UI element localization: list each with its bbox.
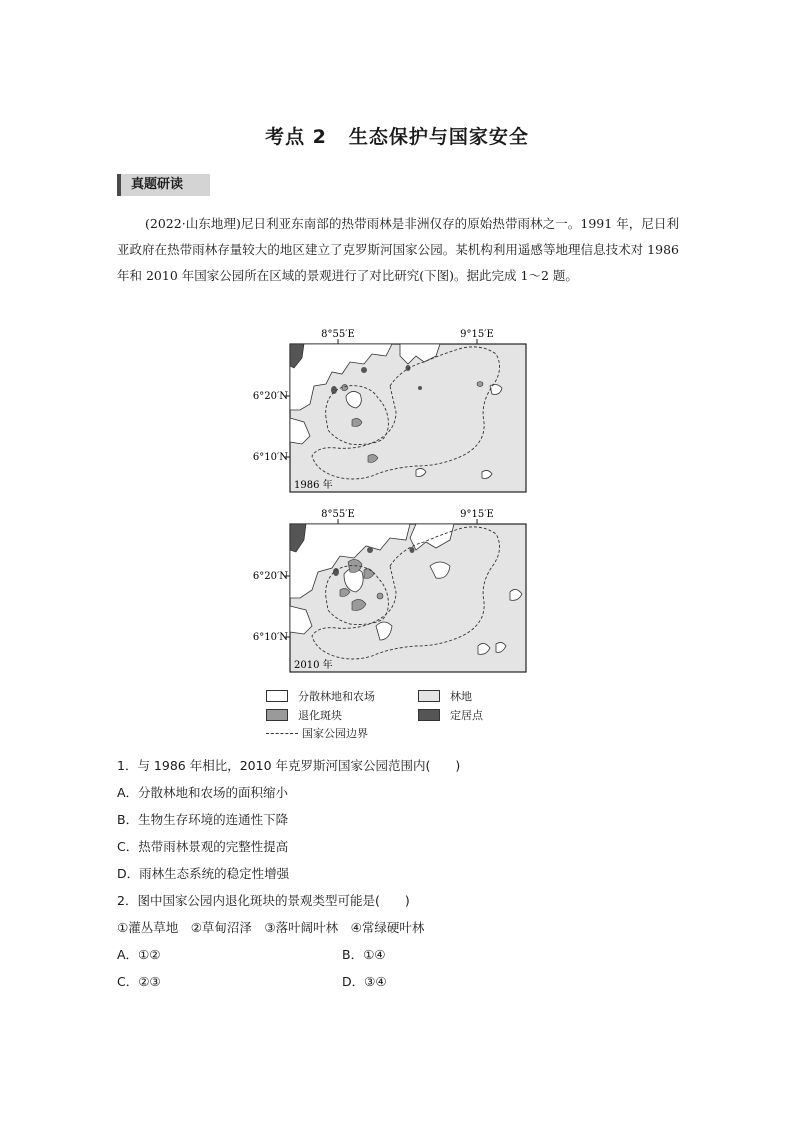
map-1986-lon2: 9°15′E (460, 329, 494, 340)
map-1986-year: 1986 年 (294, 480, 333, 491)
legend-boundary-label: 国家公园边界 (302, 727, 368, 740)
legend-degraded-label: 退化斑块 (298, 709, 342, 722)
question-1-stem: 1．与 1986 年相比，2010 年克罗斯河国家公园范围内( ) (117, 758, 461, 773)
map-2010-year: 2010 年 (294, 660, 333, 671)
legend-settlement-swatch (418, 709, 440, 721)
legend-scattered (266, 688, 375, 704)
question-1-option-c: C．热带雨林景观的完整性提高 (117, 839, 289, 854)
title-part1: 考点 2 (265, 126, 327, 148)
legend-scattered-label: 分散林地和农场 (298, 690, 375, 703)
legend-degraded (266, 707, 342, 723)
question-1-option-d: D．雨林生态系统的稳定性增强 (117, 866, 290, 881)
map-1986-lon1: 8°55′E (321, 329, 355, 340)
legend-forest (418, 688, 472, 704)
legend-settlement-label: 定居点 (450, 709, 483, 722)
question-2-stem: 2．图中国家公园内退化斑块的景观类型可能是( ) (117, 893, 410, 908)
legend-degraded-swatch (266, 709, 288, 721)
legend-scattered-swatch (266, 690, 288, 702)
map-2010-lon2: 9°15′E (460, 509, 494, 520)
map-2010-lat2: 6°10′N (252, 632, 288, 643)
question-2-option-b: B．①④ (342, 947, 386, 962)
map-1986 (240, 326, 540, 506)
map-2010 (240, 506, 540, 686)
legend-forest-swatch (418, 690, 440, 702)
question-2-option-d: D．③④ (342, 974, 387, 989)
map-1986-lat1: 6°20′N (252, 391, 288, 402)
legend-forest-label: 林地 (450, 690, 472, 703)
legend-boundary (266, 725, 368, 741)
title-part2: 生态保护与国家安全 (348, 126, 529, 148)
legend-settlement (418, 707, 483, 723)
intro-paragraph: (2022·山东地理)尼日利亚东南部的热带雨林是非洲仅存的原始热带雨林之一。1991 年，尼日利亚政府在热带雨林存量较大的地区建立了克罗斯河国家公园。某机构利用遥感等地理信息技术对 1986 年和 2010 年国家公园所在区域的景观进行了对比研究(下图)。据此完成 1～2 题。 (117, 216, 679, 283)
map-2010-lon1: 8°55′E (321, 509, 355, 520)
question-2-option-a: A．①② (117, 947, 161, 962)
map-1986-lat2: 6°10′N (252, 452, 288, 463)
section-tag: 真题研读 (117, 174, 210, 196)
question-2-items: ①灌丛草地 ②草甸沼泽 ③落叶阔叶林 ④常绿硬叶林 (117, 920, 425, 935)
question-1-option-a: A．分散林地和农场的面积缩小 (117, 785, 289, 800)
page-title (0, 122, 794, 149)
question-1-option-b: B．生物生存环境的连通性下降 (117, 812, 289, 827)
question-2-option-c: C．②③ (117, 974, 161, 989)
legend-boundary-line (266, 733, 298, 734)
map-2010-lat1: 6°20′N (252, 571, 288, 582)
